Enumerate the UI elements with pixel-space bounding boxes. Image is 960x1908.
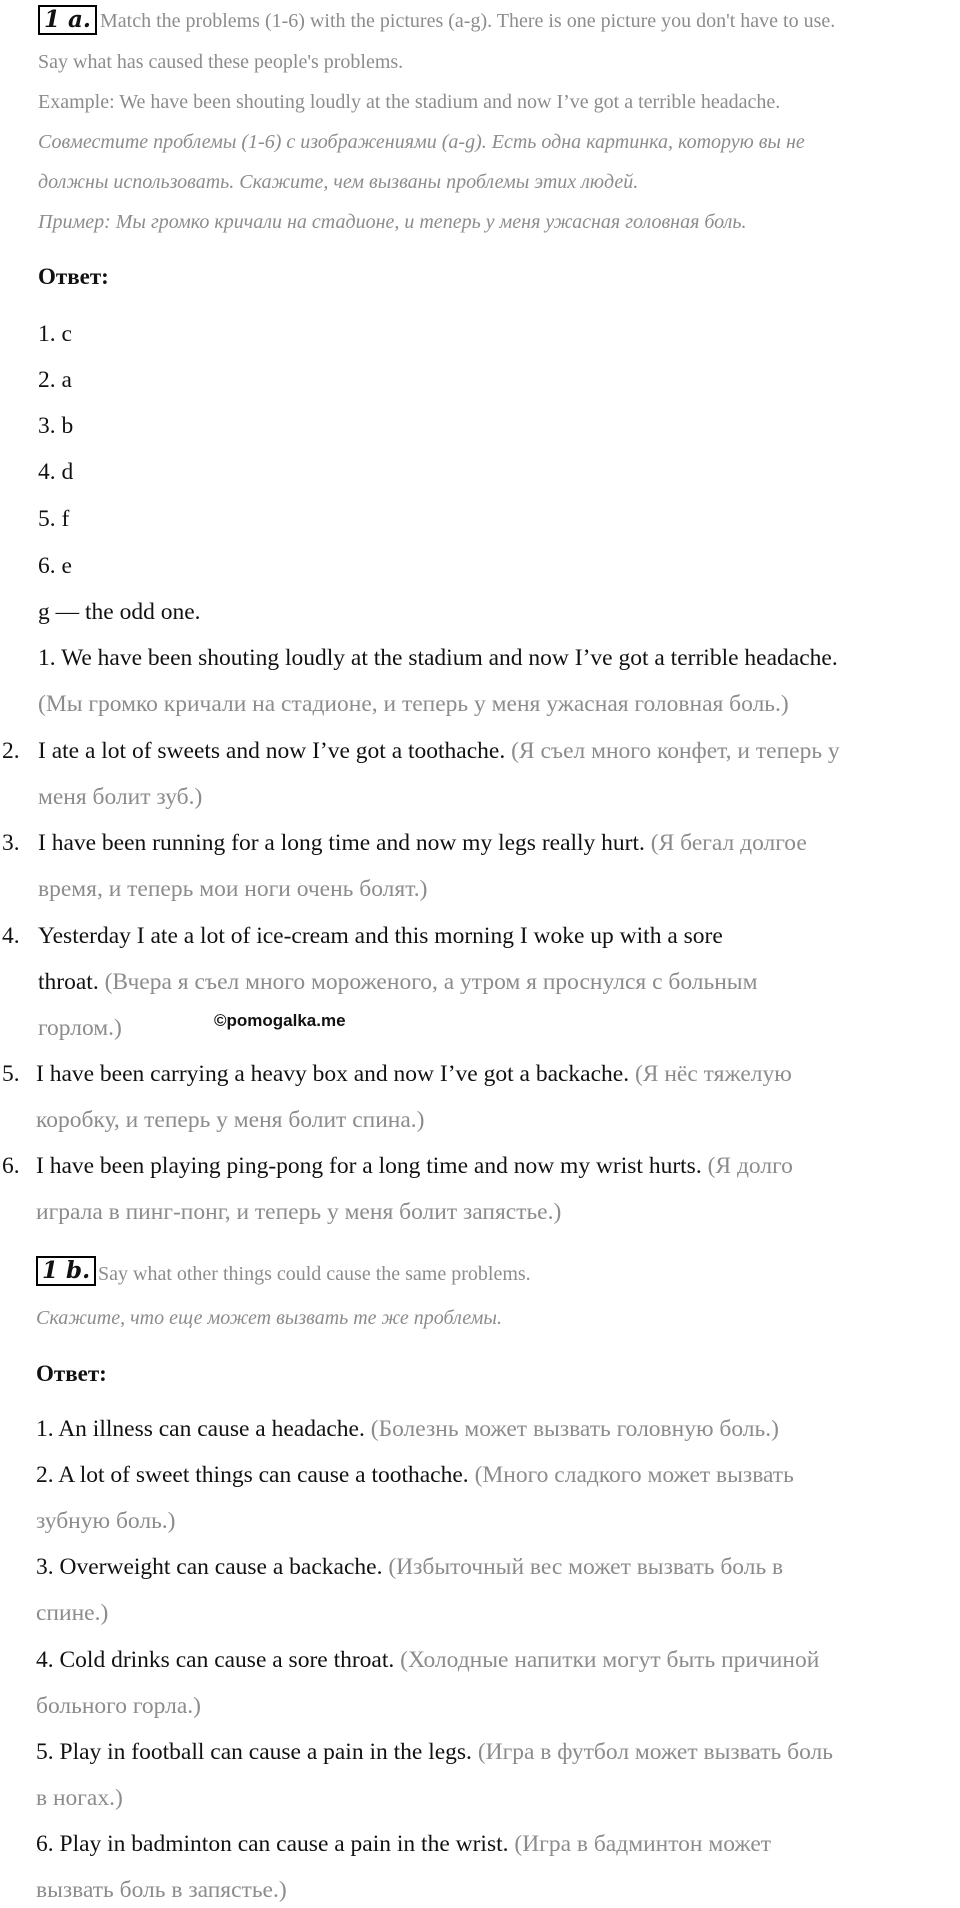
task-a-ru-line1: Совместите проблемы (1-6) с изображениями (a-g). Есть одна картинка, которую вы не [38, 131, 805, 153]
match-4: 4. d [38, 459, 74, 485]
sentence-3-line1 [38, 832, 807, 856]
sentence-6-line1 [36, 1155, 793, 1179]
sentence-5-line1 [36, 1063, 792, 1087]
task-a-instruction-line1: Match the problems (1-6) with the pictures (a-g). There is one picture you don't have to use. [100, 10, 836, 32]
b-item-2-ru: (Много сладкого может вызвать [474, 1462, 794, 1488]
sentence-5-en: I have been carrying a heavy box and now I’ve got a backache. [36, 1061, 630, 1087]
odd-one: g — the odd one. [38, 599, 201, 625]
b-item-3-ru: (Избыточный вес может вызвать боль в [388, 1554, 784, 1580]
match-1: 1. c [38, 321, 72, 347]
sentence-4-number: 4. [2, 923, 20, 949]
sentence-5-number: 5. [2, 1061, 20, 1087]
match-2: 2. a [38, 367, 72, 393]
task-a-instruction-line2: Say what has caused these people's problems. [38, 51, 404, 73]
match-5: 5. f [38, 506, 70, 532]
answer-heading-a: Ответ: [38, 264, 109, 289]
b-item-6-ru-cont: вызвать боль в запястье.) [36, 1877, 287, 1903]
b-item-3-en: 3. Overweight can cause a backache. [36, 1554, 383, 1580]
b-item-3-ru-cont: спине.) [36, 1600, 109, 1626]
task-b-instruction: Say what other things could cause the same problems. [98, 1263, 531, 1285]
sentence-4-en: Yesterday I ate a lot of ice-cream and this morning I woke up with a sore [38, 923, 723, 949]
match-3: 3. b [38, 413, 74, 439]
sentence-3-ru-cont: время, и теперь мои ноги очень болят.) [38, 876, 428, 902]
b-item-6 [36, 1833, 771, 1857]
sentence-1-ru: (Мы громко кричали на стадионе, и теперь у меня ужасная головная боль.) [38, 691, 789, 717]
sentence-5-ru: (Я нёс тяжелую [634, 1061, 792, 1087]
sentence-1-en: 1. We have been shouting loudly at the stadium and now I’ve got a terrible headache. [38, 645, 838, 671]
b-item-6-en: 6. Play in badminton can cause a pain in the wrist. [36, 1831, 509, 1857]
sentence-6-number: 6. [2, 1153, 20, 1179]
b-item-1-ru: (Болезнь может вызвать головную боль.) [370, 1416, 779, 1442]
b-item-5-ru: (Игра в футбол может вызвать боль [477, 1739, 833, 1765]
sentence-6-ru-cont: играла в пинг-понг, и теперь у меня болит запястье.) [36, 1199, 562, 1225]
b-item-4 [36, 1649, 819, 1673]
match-6: 6. e [38, 553, 72, 579]
b-item-2-ru-cont: зубную боль.) [36, 1508, 176, 1534]
sentence-2-en: I ate a lot of sweets and now I’ve got a toothache. [38, 738, 506, 764]
sentence-2-ru-cont: меня болит зуб.) [38, 784, 203, 810]
sentence-2-number: 2. [2, 738, 20, 764]
b-item-5-en: 5. Play in football can cause a pain in the legs. [36, 1739, 472, 1765]
b-item-6-ru: (Игра в бадминтон может [514, 1831, 772, 1857]
b-item-5 [36, 1741, 833, 1765]
b-item-4-en: 4. Cold drinks can cause a sore throat. [36, 1647, 395, 1673]
watermark: ©pomogalka.me [214, 1011, 346, 1030]
b-item-1-en: 1. An illness can cause a headache. [36, 1416, 365, 1442]
sentence-4-ru-cont: горлом.) [38, 1015, 122, 1041]
task-a-ru-example: Пример: Мы громко кричали на стадионе, и теперь у меня ужасная головная боль. [38, 211, 747, 233]
sentence-4-line2 [38, 971, 757, 995]
task-a-example: Example: We have been shouting loudly at the stadium and now I’ve got a terrible headache. [38, 91, 781, 113]
b-item-4-ru: (Холодные напитки могут быть причиной [400, 1647, 820, 1673]
sentence-4-ru: (Вчера я съел много мороженого, а утром я проснулся с больным [104, 969, 758, 995]
task-label-1a: 1 a. [38, 5, 97, 35]
sentence-2-line1 [38, 740, 840, 764]
b-item-2-en: 2. A lot of sweet things can cause a toothache. [36, 1462, 469, 1488]
b-item-5-ru-cont: в ногах.) [36, 1785, 123, 1811]
b-item-1 [36, 1418, 779, 1442]
sentence-2-ru: (Я съел много конфет, и теперь у [511, 738, 840, 764]
sentence-4-en-cont: throat. [38, 969, 99, 995]
sentence-3-ru: (Я бегал долгое [650, 830, 807, 856]
b-item-4-ru-cont: больного горла.) [36, 1693, 201, 1719]
sentence-6-en: I have been playing ping-pong for a long time and now my wrist hurts. [36, 1153, 702, 1179]
sentence-3-en: I have been running for a long time and now my legs really hurt. [38, 830, 645, 856]
sentence-6-ru: (Я долго [707, 1153, 793, 1179]
task-a-ru-line2: должны использовать. Скажите, чем вызваны проблемы этих людей. [38, 171, 639, 193]
task-b-ru: Скажите, что еще может вызвать те же проблемы. [36, 1307, 502, 1329]
b-item-2 [36, 1464, 794, 1488]
task-label-1b: 1 b. [36, 1256, 96, 1286]
sentence-5-ru-cont: коробку, и теперь у меня болит спина.) [36, 1107, 425, 1133]
answer-heading-b: Ответ: [36, 1361, 107, 1386]
b-item-3 [36, 1556, 783, 1580]
sentence-3-number: 3. [2, 830, 20, 856]
